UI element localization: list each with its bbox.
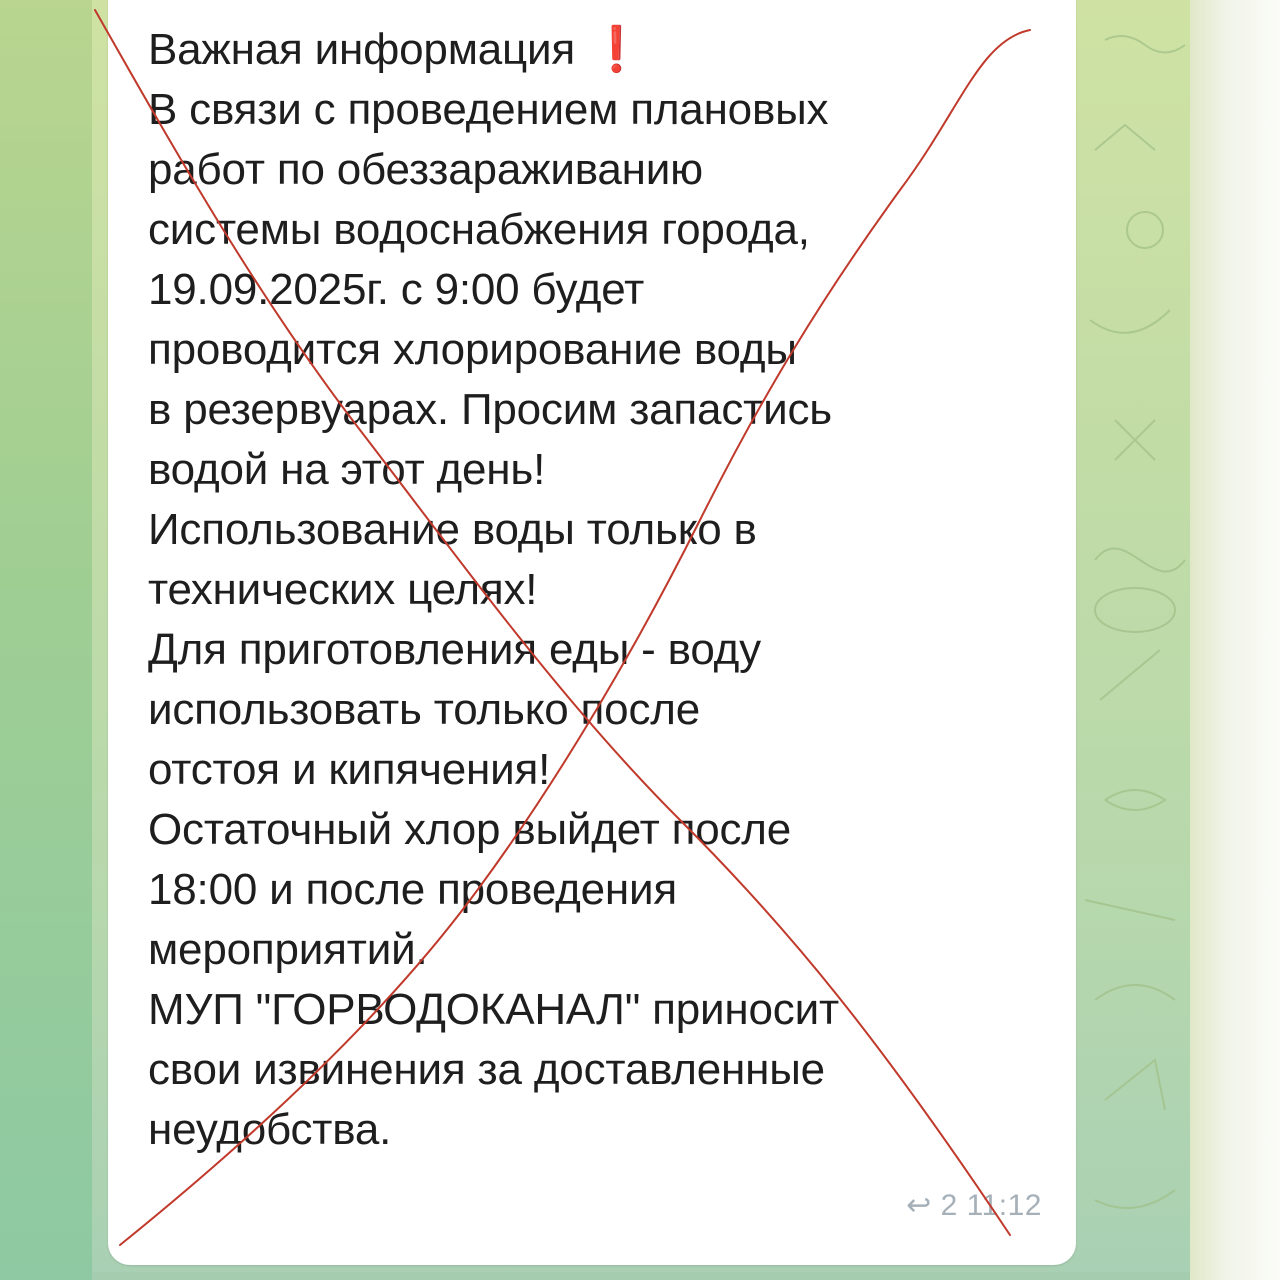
- left-panel-strip: [0, 0, 92, 1280]
- message-time: 11:12: [966, 1189, 1042, 1222]
- exclamation-emoji: ❗: [589, 25, 644, 74]
- chat-wallpaper-doodles: [1075, 0, 1190, 1280]
- message-line: в резервуарах. Просим запастись: [148, 385, 832, 434]
- message-line: 18:00 и после проведения: [148, 865, 678, 914]
- right-edge-blur: [1190, 0, 1280, 1280]
- message-line: 19.09.2025г. с 9:00 будет: [148, 265, 645, 314]
- forward-count: 2: [940, 1189, 958, 1222]
- message-line: работ по обеззараживанию: [148, 145, 703, 194]
- message-line: отстоя и кипячения!: [148, 745, 551, 794]
- message-meta: [906, 1188, 1042, 1223]
- message-line: мероприятий.: [148, 925, 428, 974]
- message-line: водой на этот день!: [148, 445, 546, 494]
- message-line: неудобства.: [148, 1105, 392, 1154]
- message-line: проводится хлорирование воды: [148, 325, 797, 374]
- message-line: использовать только после: [148, 685, 700, 734]
- bottom-band: [92, 1272, 1190, 1280]
- message-line: системы водоснабжения города,: [148, 205, 810, 254]
- message-text: [148, 20, 1048, 1160]
- message-line: Остаточный хлор выйдет после: [148, 805, 792, 854]
- message-line: МУП "ГОРВОДОКАНАЛ" приносит: [148, 985, 839, 1034]
- message-line: Для приготовления еды - воду: [148, 625, 761, 674]
- reply-arrow-icon[interactable]: ↩: [906, 1189, 932, 1222]
- message-heading: Важная информация ❗: [148, 25, 644, 74]
- message-bubble[interactable]: [108, 0, 1076, 1265]
- message-line: технических целях!: [148, 565, 538, 614]
- message-line: В связи с проведением плановых: [148, 85, 829, 134]
- message-line: свои извинения за доставленные: [148, 1045, 825, 1094]
- message-line: Использование воды только в: [148, 505, 757, 554]
